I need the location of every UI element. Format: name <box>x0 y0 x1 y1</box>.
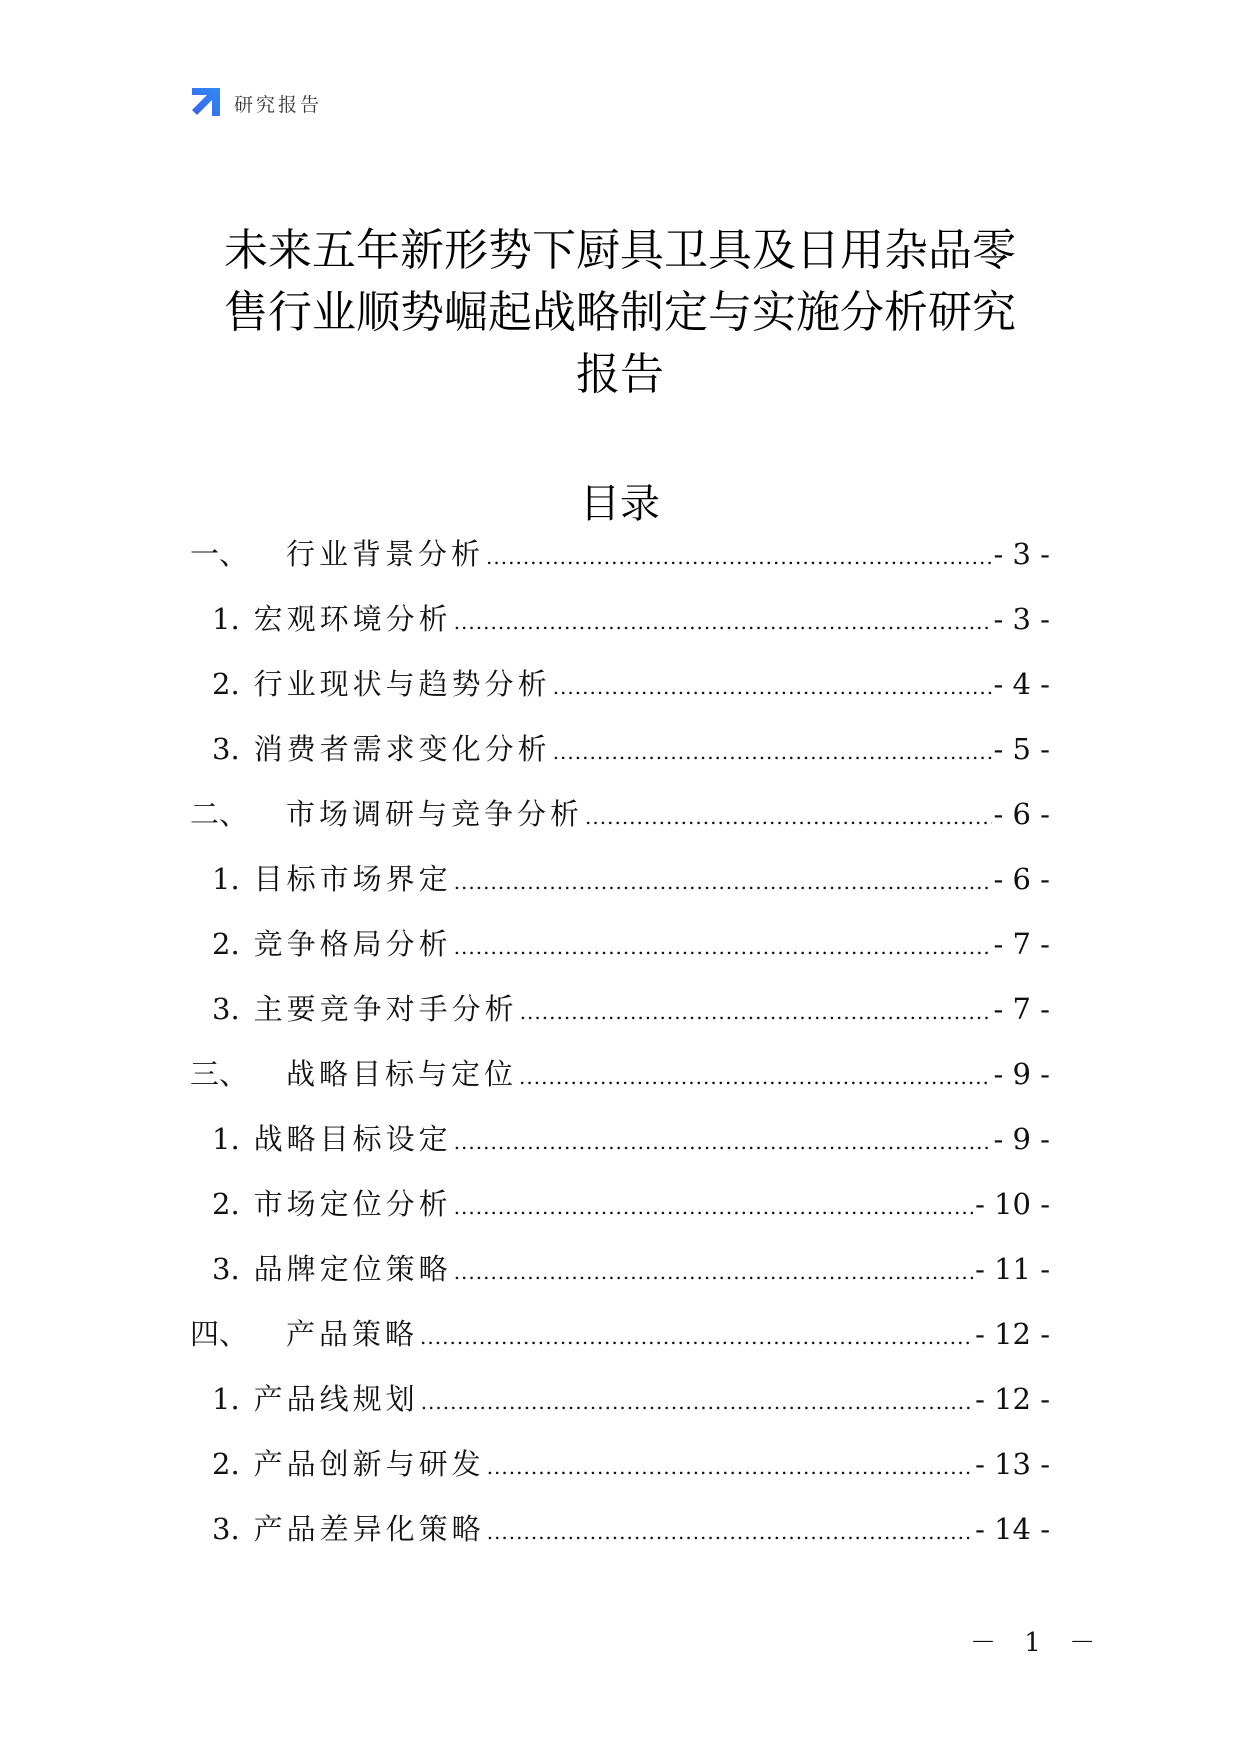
toc-entry-number: 2. <box>212 667 240 701</box>
toc-entry-number: 三、 <box>190 1057 249 1091</box>
arrow-up-right-icon <box>188 86 222 120</box>
dot-leader <box>553 675 992 699</box>
dot-leader <box>520 1000 992 1024</box>
toc-entry-label: 行业现状与趋势分析 <box>253 667 551 701</box>
toc-entry-number: 3. <box>212 732 240 766</box>
toc-entry-label: 市场定位分析 <box>253 1187 452 1221</box>
dot-leader <box>454 935 992 959</box>
title-line: 报告 <box>576 349 664 400</box>
dot-leader <box>486 545 991 569</box>
toc-entry-page: - 12 - <box>975 1317 1050 1351</box>
dot-leader <box>454 1130 992 1154</box>
toc-entry-page: - 13 - <box>975 1447 1050 1481</box>
toc-entry-number: 2. <box>212 1187 240 1221</box>
toc-entry-label: 产品策略 <box>286 1317 419 1351</box>
page-number: － 1 － <box>970 1628 1106 1658</box>
toc-entry[interactable] <box>190 1442 1050 1507</box>
toc-entry[interactable] <box>190 597 1050 662</box>
title-line: 售行业顺势崛起战略制定与实施分析研究 <box>224 287 1016 338</box>
toc-entry-label: 宏观环境分析 <box>253 602 452 636</box>
toc-entry-label: 产品创新与研发 <box>253 1447 485 1481</box>
toc-entry-number: 3. <box>212 992 240 1026</box>
toc-entry-number: 一、 <box>190 537 249 571</box>
toc-entry[interactable] <box>190 1182 1050 1247</box>
toc-entry[interactable] <box>190 1377 1050 1442</box>
toc-entry-number: 四、 <box>190 1317 249 1351</box>
toc-entry-page: - 11 - <box>975 1252 1050 1286</box>
toc-entry[interactable] <box>190 1052 1050 1117</box>
toc-entry-label: 产品线规划 <box>253 1382 419 1416</box>
dot-leader <box>454 610 992 634</box>
dot-leader <box>553 740 992 764</box>
toc-entry-page: - 14 - <box>975 1512 1050 1546</box>
toc-entry-label: 战略目标与定位 <box>286 1057 518 1091</box>
toc-entry-page: - 7 - <box>993 992 1050 1026</box>
title-line: 未来五年新形势下厨具卫具及日用杂品零 <box>224 225 1016 276</box>
toc-entry-label: 消费者需求变化分析 <box>253 732 551 766</box>
toc-entry[interactable] <box>190 532 1050 597</box>
toc-entry-label: 目标市场界定 <box>253 862 452 896</box>
toc-entry-number: 1. <box>212 1382 240 1416</box>
dot-leader <box>421 1390 973 1414</box>
toc-entry-page: - 3 - <box>993 537 1050 571</box>
toc-entry-number: 2. <box>212 927 240 961</box>
document-title <box>150 220 1090 406</box>
toc-entry-label: 产品差异化策略 <box>253 1512 485 1546</box>
dot-leader <box>454 1195 973 1219</box>
toc-entry-number: 3. <box>212 1512 240 1546</box>
toc-entry-page: - 3 - <box>993 602 1050 636</box>
toc-entry-number: 二、 <box>190 797 249 831</box>
table-of-contents <box>190 532 1050 1572</box>
toc-heading: 目录 <box>580 481 660 527</box>
toc-entry-page: - 10 - <box>975 1187 1050 1221</box>
toc-entry-page: - 6 - <box>993 797 1050 831</box>
dot-leader <box>487 1520 973 1544</box>
toc-entry-number: 1. <box>212 1122 240 1156</box>
toc-entry-page: - 5 - <box>993 732 1050 766</box>
toc-entry[interactable] <box>190 1507 1050 1572</box>
toc-entry-number: 3. <box>212 1252 240 1286</box>
toc-entry[interactable] <box>190 987 1050 1052</box>
toc-entry-label: 品牌定位策略 <box>253 1252 452 1286</box>
toc-entry[interactable] <box>190 1117 1050 1182</box>
toc-entry[interactable] <box>190 792 1050 857</box>
toc-entry-label: 行业背景分析 <box>286 537 485 571</box>
toc-entry-number: 2. <box>212 1447 240 1481</box>
dot-leader <box>585 805 991 829</box>
toc-entry-page: - 12 - <box>975 1382 1050 1416</box>
dot-leader <box>519 1065 991 1089</box>
toc-entry-label: 竞争格局分析 <box>253 927 452 961</box>
dot-leader <box>420 1325 973 1349</box>
toc-entry-label: 战略目标设定 <box>253 1122 452 1156</box>
dot-leader <box>487 1455 973 1479</box>
toc-entry[interactable] <box>190 1247 1050 1312</box>
toc-entry-number: 1. <box>212 862 240 896</box>
toc-entry-page: - 9 - <box>993 1057 1050 1091</box>
toc-entry-label: 市场调研与竞争分析 <box>286 797 584 831</box>
toc-entry-page: - 9 - <box>993 1122 1050 1156</box>
toc-entry-page: - 4 - <box>993 667 1050 701</box>
toc-entry[interactable] <box>190 1312 1050 1377</box>
dot-leader <box>454 870 992 894</box>
toc-entry[interactable] <box>190 662 1050 727</box>
dot-leader <box>454 1260 973 1284</box>
document-header <box>188 86 322 120</box>
toc-entry-number: 1. <box>212 602 240 636</box>
toc-entry-page: - 6 - <box>993 862 1050 896</box>
toc-entry[interactable] <box>190 857 1050 922</box>
toc-entry-page: - 7 - <box>993 927 1050 961</box>
header-label: 研究报告 <box>234 93 323 116</box>
toc-entry-label: 主要竞争对手分析 <box>253 992 518 1026</box>
toc-entry[interactable] <box>190 727 1050 792</box>
toc-entry[interactable] <box>190 922 1050 987</box>
